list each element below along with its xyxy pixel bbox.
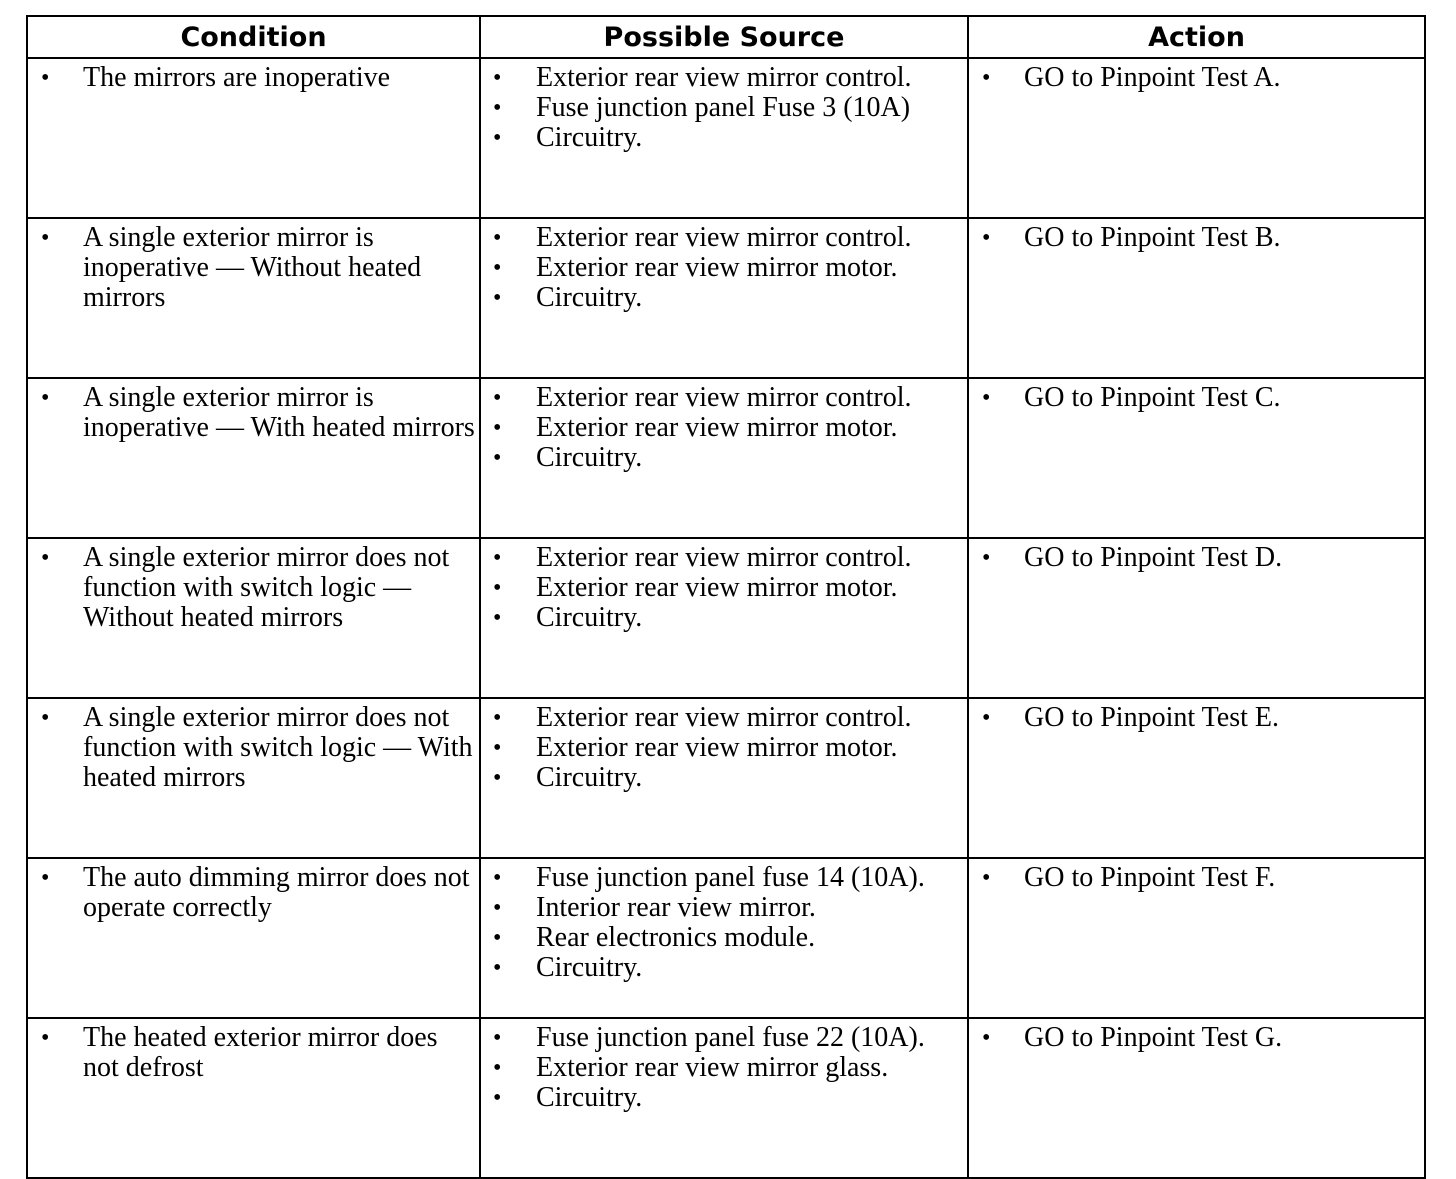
list-item [481, 703, 967, 733]
table-row [27, 58, 1425, 218]
bullet-icon: • [493, 895, 502, 921]
condition-cell [27, 698, 480, 858]
list-item-text: GO to Pinpoint Test B. [1024, 222, 1281, 253]
action-header: Action [968, 16, 1425, 58]
list-item [481, 603, 967, 633]
list-item [481, 763, 967, 793]
table-row [27, 698, 1425, 858]
list-item [28, 543, 479, 633]
bullet-icon: • [41, 1025, 50, 1051]
action-cell-list [969, 699, 1424, 733]
list-item-text: Circuitry. [536, 282, 643, 313]
bullet-icon: • [41, 385, 50, 411]
bullet-icon: • [493, 955, 502, 981]
bullet-icon: • [982, 545, 991, 571]
table-row [27, 378, 1425, 538]
condition-cell-list [28, 1019, 479, 1083]
condition-cell [27, 538, 480, 698]
list-item [481, 863, 967, 893]
bullet-icon: • [493, 925, 502, 951]
list-item-text: Exterior rear view mirror control. [536, 222, 912, 253]
symptom-chart-table [26, 15, 1426, 1179]
condition-cell [27, 1018, 480, 1178]
action-cell-list [969, 859, 1424, 893]
list-item-text: A single exterior mirror is inoperative — Without heated mirrors [83, 222, 422, 313]
possible-source-header: Possible Source [480, 16, 968, 58]
condition-cell [27, 378, 480, 538]
list-item-text: GO to Pinpoint Test A. [1024, 62, 1281, 93]
list-item [481, 1083, 967, 1113]
list-item-text: Circuitry. [536, 952, 643, 983]
bullet-icon: • [41, 225, 50, 251]
list-item [481, 543, 967, 573]
action-cell-list [969, 539, 1424, 573]
bullet-icon: • [982, 705, 991, 731]
bullet-icon: • [982, 385, 991, 411]
condition-cell [27, 858, 480, 1018]
bullet-icon: • [493, 65, 502, 91]
list-item [481, 923, 967, 953]
list-item [481, 893, 967, 923]
condition-cell-list [28, 539, 479, 633]
list-item-text: Exterior rear view mirror motor. [536, 572, 898, 603]
condition-cell-list [28, 219, 479, 313]
possible-source-cell [480, 1018, 968, 1178]
condition-cell [27, 58, 480, 218]
list-item-text: GO to Pinpoint Test G. [1024, 1022, 1283, 1053]
bullet-icon: • [493, 605, 502, 631]
list-item [481, 1023, 967, 1053]
possible-source-cell-list [481, 379, 967, 473]
possible-source-cell-list [481, 59, 967, 153]
list-item-text: Exterior rear view mirror control. [536, 542, 912, 573]
bullet-icon: • [493, 95, 502, 121]
bullet-icon: • [493, 1055, 502, 1081]
list-item-text: GO to Pinpoint Test D. [1024, 542, 1283, 573]
list-item-text: Exterior rear view mirror control. [536, 62, 912, 93]
list-item [481, 223, 967, 253]
bullet-icon: • [493, 1085, 502, 1111]
list-item [969, 703, 1424, 733]
list-item [28, 863, 479, 923]
bullet-icon: • [493, 575, 502, 601]
list-item [481, 123, 967, 153]
bullet-icon: • [493, 445, 502, 471]
list-item [28, 223, 479, 313]
bullet-icon: • [41, 65, 50, 91]
possible-source-cell [480, 58, 968, 218]
bullet-icon: • [41, 545, 50, 571]
list-item-text: GO to Pinpoint Test E. [1024, 702, 1279, 733]
list-item-text: A single exterior mirror does not function with switch logic — With heated mirrors [83, 702, 473, 793]
list-item [28, 63, 479, 93]
list-item [481, 63, 967, 93]
list-item [481, 93, 967, 123]
list-item [28, 383, 479, 443]
header-row [27, 16, 1425, 58]
possible-source-cell [480, 858, 968, 1018]
condition-cell-list [28, 699, 479, 793]
list-item [481, 413, 967, 443]
list-item [481, 1053, 967, 1083]
bullet-icon: • [493, 225, 502, 251]
list-item-text: Circuitry. [536, 442, 643, 473]
table-row [27, 858, 1425, 1018]
bullet-icon: • [982, 865, 991, 891]
condition-cell-list [28, 379, 479, 443]
list-item-text: The mirrors are inoperative [83, 62, 391, 93]
list-item [481, 283, 967, 313]
possible-source-cell-list [481, 859, 967, 983]
list-item-text: A single exterior mirror does not function with switch logic — Without heated mirrors [83, 542, 450, 633]
bullet-icon: • [493, 865, 502, 891]
action-cell-list [969, 59, 1424, 93]
condition-cell [27, 218, 480, 378]
list-item [969, 63, 1424, 93]
table-row [27, 538, 1425, 698]
diagnostic-table-document [26, 15, 1424, 1179]
list-item-text: Exterior rear view mirror motor. [536, 732, 898, 763]
list-item-text: Interior rear view mirror. [536, 892, 816, 923]
action-cell [968, 218, 1425, 378]
list-item [481, 253, 967, 283]
list-item-text: Rear electronics module. [536, 922, 816, 953]
list-item-text: Circuitry. [536, 602, 643, 633]
list-item-text: GO to Pinpoint Test F. [1024, 862, 1276, 893]
list-item-text: The auto dimming mirror does not operate correctly [83, 862, 470, 923]
action-cell-list [969, 219, 1424, 253]
bullet-icon: • [493, 125, 502, 151]
list-item [481, 733, 967, 763]
action-cell [968, 1018, 1425, 1178]
action-cell [968, 538, 1425, 698]
table-row [27, 218, 1425, 378]
list-item-text: The heated exterior mirror does not defrost [83, 1022, 438, 1083]
bullet-icon: • [493, 385, 502, 411]
list-item-text: Fuse junction panel fuse 14 (10A). [536, 862, 925, 893]
bullet-icon: • [982, 65, 991, 91]
list-item-text: Exterior rear view mirror motor. [536, 412, 898, 443]
possible-source-cell-list [481, 219, 967, 313]
action-cell [968, 58, 1425, 218]
list-item [481, 953, 967, 983]
bullet-icon: • [41, 865, 50, 891]
list-item-text: Exterior rear view mirror motor. [536, 252, 898, 283]
action-cell [968, 378, 1425, 538]
list-item-text: Exterior rear view mirror control. [536, 382, 912, 413]
bullet-icon: • [982, 225, 991, 251]
bullet-icon: • [493, 255, 502, 281]
table-row [27, 1018, 1425, 1178]
bullet-icon: • [493, 735, 502, 761]
list-item-text: A single exterior mirror is inoperative — With heated mirrors [83, 382, 475, 443]
bullet-icon: • [982, 1025, 991, 1051]
possible-source-cell [480, 538, 968, 698]
list-item-text: Exterior rear view mirror glass. [536, 1052, 889, 1083]
bullet-icon: • [493, 705, 502, 731]
list-item-text: Fuse junction panel fuse 22 (10A). [536, 1022, 925, 1053]
possible-source-cell-list [481, 1019, 967, 1113]
bullet-icon: • [493, 1025, 502, 1051]
possible-source-cell [480, 378, 968, 538]
action-cell-list [969, 379, 1424, 413]
action-cell-list [969, 1019, 1424, 1053]
list-item [481, 573, 967, 603]
bullet-icon: • [493, 415, 502, 441]
list-item-text: Circuitry. [536, 762, 643, 793]
list-item-text: GO to Pinpoint Test C. [1024, 382, 1281, 413]
bullet-icon: • [493, 285, 502, 311]
condition-cell-list [28, 59, 479, 93]
list-item [28, 703, 479, 793]
possible-source-cell-list [481, 539, 967, 633]
possible-source-cell-list [481, 699, 967, 793]
list-item [969, 383, 1424, 413]
action-cell [968, 698, 1425, 858]
list-item [969, 543, 1424, 573]
list-item [969, 1023, 1424, 1053]
possible-source-cell [480, 218, 968, 378]
condition-header: Condition [27, 16, 480, 58]
list-item [481, 383, 967, 413]
list-item [28, 1023, 479, 1083]
bullet-icon: • [41, 705, 50, 731]
list-item-text: Fuse junction panel Fuse 3 (10A) [536, 92, 911, 123]
action-cell [968, 858, 1425, 1018]
bullet-icon: • [493, 545, 502, 571]
condition-cell-list [28, 859, 479, 923]
bullet-icon: • [493, 765, 502, 791]
possible-source-cell [480, 698, 968, 858]
list-item-text: Circuitry. [536, 122, 643, 153]
list-item [969, 863, 1424, 893]
list-item [481, 443, 967, 473]
list-item [969, 223, 1424, 253]
list-item-text: Exterior rear view mirror control. [536, 702, 912, 733]
list-item-text: Circuitry. [536, 1082, 643, 1113]
